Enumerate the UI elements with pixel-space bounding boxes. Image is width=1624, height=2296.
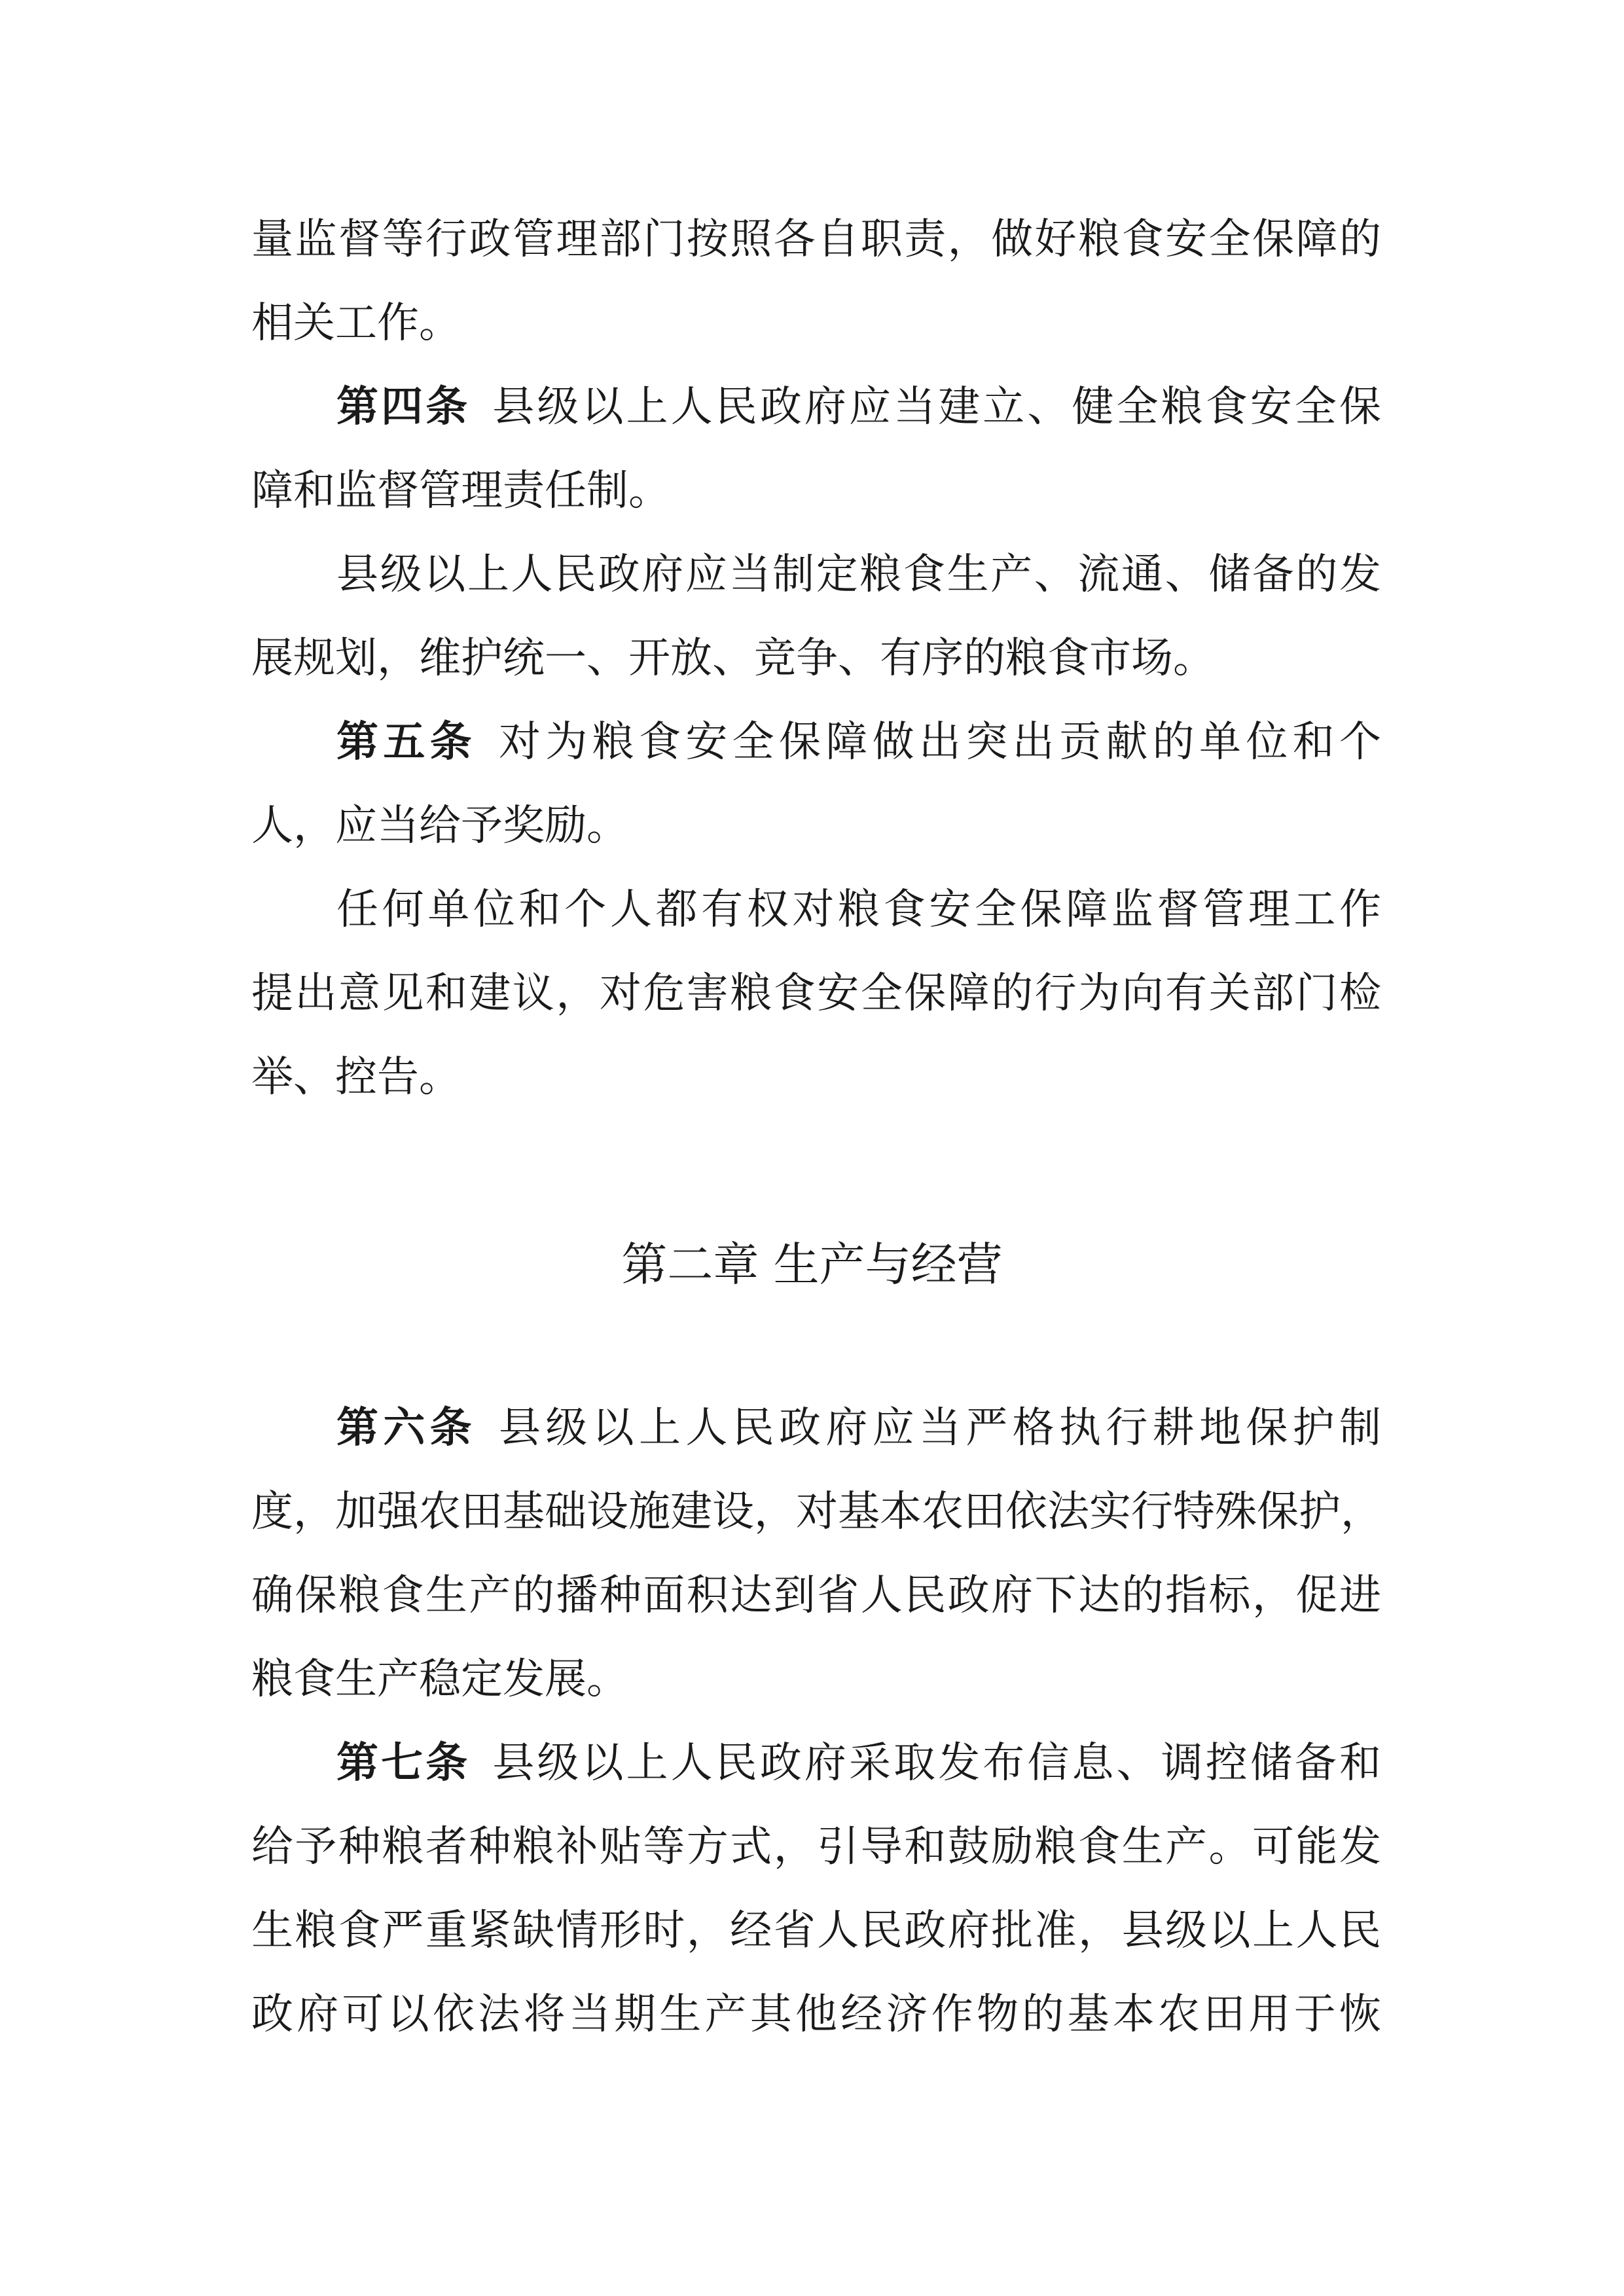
paragraph-line: 任何单位和个人都有权对粮食安全保障监督管理工作: [336, 886, 1381, 934]
paragraph-line: 政府可以依法将当期生产其他经济作物的基本农田用于恢: [251, 1990, 1381, 2039]
paragraph-line: 给予种粮者种粮补贴等方式，引导和鼓励粮食生产。可能发: [251, 1823, 1381, 1871]
paragraph-line: 提出意见和建议，对危害粮食安全保障的行为向有关部门检: [251, 969, 1381, 1018]
article-5-first-line: [336, 719, 1381, 766]
paragraph-line: 障和监督管理责任制。: [251, 467, 670, 515]
article-4-first-line: [336, 384, 1381, 431]
article-6-first-line: [336, 1405, 1381, 1452]
paragraph-line: 县级以上人民政府应当制定粮食生产、流通、储备的发: [336, 550, 1381, 599]
article-text: 对为粮食安全保障做出突出贡献的单位和个: [499, 718, 1381, 766]
article-text: 县级以上人民政府采取发布信息、调控储备和: [492, 1739, 1382, 1787]
paragraph-line: 人，应当给予奖励。: [251, 802, 628, 850]
paragraph-line: 度，加强农田基础设施建设，对基本农田依法实行特殊保护，: [251, 1488, 1382, 1536]
chapter-heading: 第二章 生产与经营: [621, 1238, 1003, 1291]
paragraph-line: 相关工作。: [251, 299, 461, 348]
paragraph-line: 量监督等行政管理部门按照各自职责，做好粮食安全保障的: [251, 215, 1381, 264]
article-label: 第七条: [336, 1739, 471, 1787]
article-label: 第五条: [336, 718, 477, 766]
article-7-first-line: [336, 1740, 1381, 1787]
article-label: 第四条: [336, 383, 471, 431]
article-text: 县级以上人民政府应当严格执行耕地保护制: [499, 1404, 1381, 1452]
paragraph-line: 确保粮食生产的播种面积达到省人民政府下达的指标，促进: [251, 1571, 1381, 1620]
paragraph-line: 粮食生产稳定发展。: [251, 1655, 628, 1704]
article-label: 第六条: [336, 1404, 477, 1452]
paragraph-line: 展规划，维护统一、开放、竞争、有序的粮食市场。: [251, 634, 1215, 683]
paragraph-line: 生粮食严重紧缺情形时，经省人民政府批准，县级以上人民: [251, 1907, 1381, 1955]
article-text: 县级以上人民政府应当建立、健全粮食安全保: [492, 383, 1382, 431]
paragraph-line: 举、控告。: [251, 1053, 461, 1102]
